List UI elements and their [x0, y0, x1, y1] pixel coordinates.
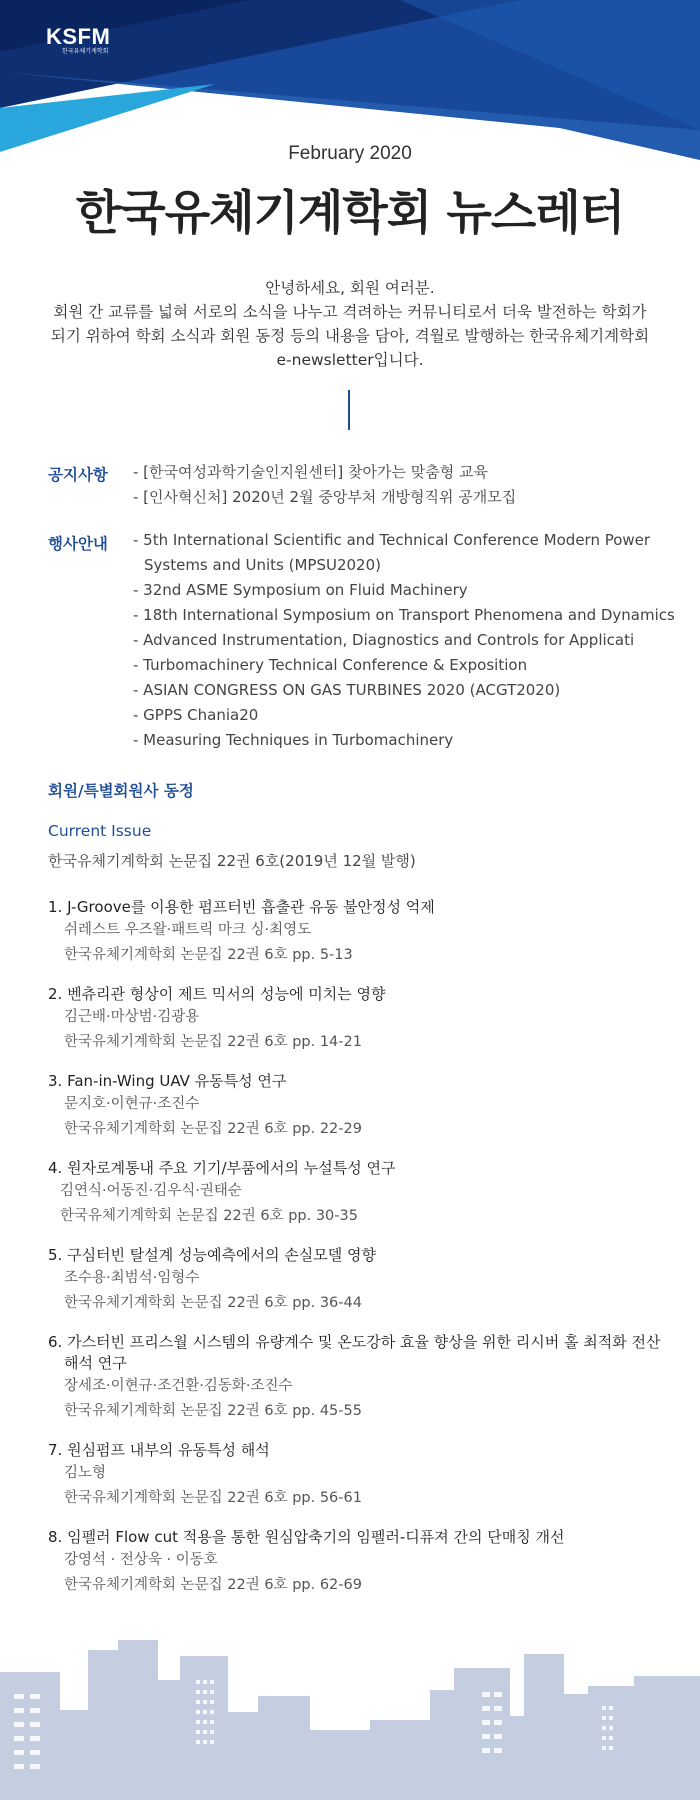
paper-title[interactable]: 5. 구심터빈 탈설계 성능예측에서의 손실모델 영향 [48, 1246, 376, 1264]
paper-journal: 한국유체기계학회 논문집 22권 6호 pp. 45-55 [64, 1403, 362, 1419]
members-news-link[interactable]: 회원/특별회원사 동정 [48, 782, 194, 800]
intro-line: 되기 위하여 학회 소식과 회원 동정 등의 내용을 담아, 격월로 발행하는 한국유체기계학회 [50, 327, 650, 345]
event-item[interactable]: - ASIAN CONGRESS ON GAS TURBINES 2020 (ACGT2020) [133, 681, 561, 699]
current-issue-heading: Current Issue [48, 822, 152, 840]
paper-journal: 한국유체기계학회 논문집 22권 6호 pp. 62-69 [64, 1577, 362, 1593]
paper-title[interactable]: 2. 벤츄리관 형상이 제트 믹서의 성능에 미치는 영향 [48, 985, 386, 1003]
paper-item [48, 1245, 668, 1316]
paper-item [48, 1527, 668, 1598]
paper-journal: 한국유체기계학회 논문집 22권 6호 pp. 22-29 [64, 1121, 362, 1137]
paper-title[interactable]: 3. Fan-in-Wing UAV 유동특성 연구 [48, 1072, 287, 1090]
event-item[interactable]: - Advanced Instrumentation, Diagnostics and Controls for Applicati [133, 631, 635, 649]
paper-authors: 김연식·어동진·김우식·권태순 [60, 1183, 242, 1199]
section-divider [348, 390, 350, 430]
intro-line: 안녕하세요, 회원 여러분. [265, 279, 435, 297]
event-item[interactable]: - Turbomachinery Technical Conference & Exposition [133, 656, 528, 674]
paper-title[interactable]: 1. J-Groove를 이용한 펌프터빈 흡출관 유동 불안정성 억제 [48, 898, 435, 916]
notices-label: 공지사항 [48, 466, 108, 484]
paper-list [48, 897, 668, 1614]
notice-item[interactable]: - [한국여성과학기술인지원센터] 찾아가는 맞춤형 교육 [133, 463, 488, 481]
paper-item [48, 897, 668, 968]
notices-list [133, 460, 678, 510]
paper-journal: 한국유체기계학회 논문집 22권 6호 pp. 36-44 [64, 1295, 362, 1311]
logo-text: KSFM [46, 24, 111, 49]
newsletter-title: 한국유체기계학회 뉴스레터 [75, 186, 625, 241]
intro-line: 회원 간 교류를 넓혀 서로의 소식을 나누고 격려하는 커뮤니티로서 더욱 발전하는 학회가 [53, 303, 647, 321]
paper-authors: 조수용·최범석·임형수 [64, 1270, 200, 1286]
intro-line: e-newsletter입니다. [276, 351, 424, 369]
current-issue-subtitle: 한국유체기계학회 논문집 22권 6호(2019년 12월 발행) [48, 852, 416, 870]
event-item[interactable]: - 18th International Symposium on Transport Phenomena and Dynamics [133, 606, 675, 624]
event-item[interactable]: - GPPS Chania20 [133, 706, 259, 724]
event-item[interactable]: - Measuring Techniques in Turbomachinery [133, 731, 454, 749]
paper-authors: 장세조·이현규·조건환·김동화·조진수 [64, 1378, 293, 1394]
issue-month: February 2020 [288, 143, 412, 164]
paper-item [48, 1071, 668, 1142]
notice-item[interactable]: - [인사혁신처] 2020년 2월 중앙부처 개방형직위 공개모집 [133, 488, 517, 506]
paper-journal: 한국유체기계학회 논문집 22권 6호 pp. 5-13 [64, 947, 353, 963]
events-label: 행사안내 [48, 535, 108, 553]
paper-item [48, 1158, 668, 1229]
event-item[interactable]: - 5th International Scientific and Technical Conference Modern Power Systems and Units (MPSU2020) [133, 531, 651, 574]
city-skyline-illustration [0, 1620, 700, 1800]
paper-authors: 강영석 · 전상욱 · 이동호 [64, 1552, 218, 1568]
paper-journal: 한국유체기계학회 논문집 22권 6호 pp. 56-61 [64, 1490, 362, 1506]
paper-title[interactable]: 6. 가스터빈 프리스월 시스템의 유량계수 및 온도강하 효율 향상을 위한 리시버 홀 최적화 전산해석 연구 [48, 1333, 661, 1372]
paper-item [48, 1332, 668, 1424]
paper-journal: 한국유체기계학회 논문집 22권 6호 pp. 14-21 [64, 1034, 362, 1050]
paper-authors: 김노형 [64, 1465, 107, 1481]
paper-authors: 쉬레스트 우즈왈·패트릭 마크 싱·최영도 [64, 922, 312, 938]
ksfm-logo[interactable] [46, 24, 110, 55]
logo-subtitle: 한국유체기계학회 [62, 48, 109, 55]
paper-title[interactable]: 7. 원심펌프 내부의 유동특성 해석 [48, 1441, 270, 1459]
paper-item [48, 1440, 668, 1511]
paper-authors: 김근배·마상범·김광용 [64, 1009, 200, 1025]
paper-title[interactable]: 8. 임펠러 Flow cut 적용을 통한 원심압축기의 임펠러-디퓨져 간의 단매칭 개선 [48, 1528, 565, 1546]
paper-title[interactable]: 4. 원자로계통내 주요 기기/부품에서의 누설특성 연구 [48, 1159, 396, 1177]
paper-item [48, 984, 668, 1055]
intro-text [30, 276, 670, 372]
events-list [133, 528, 678, 753]
event-item[interactable]: - 32nd ASME Symposium on Fluid Machinery [133, 581, 468, 599]
paper-journal: 한국유체기계학회 논문집 22권 6호 pp. 30-35 [60, 1208, 358, 1224]
paper-authors: 문지호·이현규·조진수 [64, 1096, 200, 1112]
